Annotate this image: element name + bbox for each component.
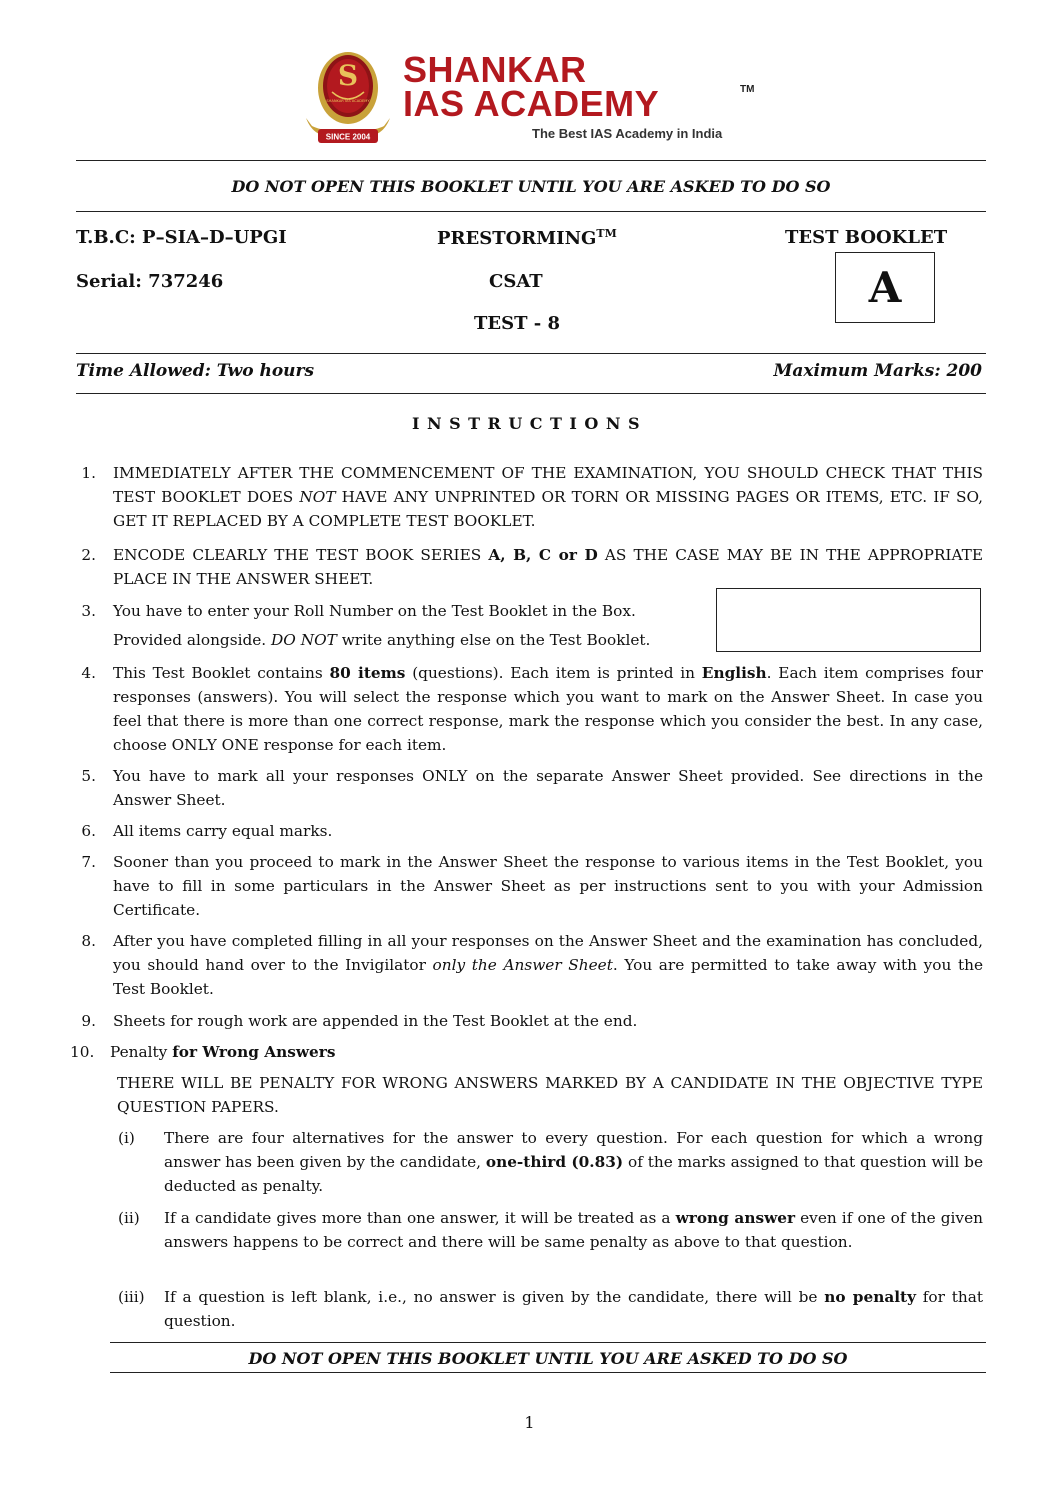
sub-item-text: If a candidate gives more than one answer, it will be treated as a wrong answer even if one of the given answers happens to be correct and there will be same penalty as above to that question. bbox=[164, 1209, 983, 1251]
item-number: 2. bbox=[81, 546, 96, 564]
item-text: You have to mark all your responses ONLY on the separate Answer Sheet provided. See directions in the Answer Sheet. bbox=[113, 767, 983, 809]
item-number: 7. bbox=[81, 853, 96, 871]
svg-text:SHANKAR IAS ACADEMY: SHANKAR IAS ACADEMY bbox=[326, 99, 370, 103]
item-text: ENCODE CLEARLY THE TEST BOOK SERIES A, B, C or D AS THE CASE MAY BE IN THE APPROPRIATE PLACE IN THE ANSWER SHEET. bbox=[113, 546, 984, 588]
paper-name: CSAT bbox=[489, 271, 543, 292]
trademark-mark: TM bbox=[740, 84, 755, 95]
booklet-label: TEST BOOKLET bbox=[785, 227, 948, 248]
maximum-marks: Maximum Marks: 200 bbox=[773, 361, 982, 381]
item-number: 10. bbox=[70, 1043, 95, 1061]
divider bbox=[76, 160, 986, 161]
top-warning-banner: DO NOT OPEN THIS BOOKLET UNTIL YOU ARE ASKED TO DO SO bbox=[231, 177, 831, 196]
academy-logo bbox=[302, 40, 762, 150]
item-text: IMMEDIATELY AFTER THE COMMENCEMENT OF THE EXAMINATION, YOU SHOULD CHECK THAT THIS TEST BOOKLET DOES NOT HAVE ANY UNPRINTED OR TORN OR MISSING PAGES OR ITEMS, ETC. IF SO, GET IT REPLACED BY A COMPLETE TEST BOOKLET. bbox=[113, 464, 983, 530]
brand-line-1: SHANKAR bbox=[403, 49, 587, 90]
academy-seal-icon bbox=[302, 40, 394, 150]
item-text-line-1: You have to enter your Roll Number on the Test Booklet in the Box. bbox=[113, 602, 636, 620]
item-text: Sooner than you proceed to mark in the Answer Sheet the response to various items in the Test Booklet, you have to fill in some particulars in the Answer Sheet as per instructions sent to you with your Admission Certificate. bbox=[113, 853, 983, 919]
penalty-intro: THERE WILL BE PENALTY FOR WRONG ANSWERS MARKED BY A CANDIDATE IN THE OBJECTIVE TYPE QUESTION PAPERS. bbox=[117, 1074, 983, 1116]
svg-text:SINCE 2004: SINCE 2004 bbox=[325, 132, 371, 142]
program-name: PRESTORMING™ bbox=[437, 227, 617, 249]
item-text: Sheets for rough work are appended in the Test Booklet at the end. bbox=[113, 1012, 638, 1030]
item-number: 1. bbox=[81, 464, 96, 482]
item-number: 4. bbox=[81, 664, 96, 682]
item-number: 3. bbox=[81, 602, 96, 620]
divider bbox=[76, 393, 986, 394]
item-text: This Test Booklet contains 80 items (questions). Each item is printed in English. Each item comprises four responses (answers). You will select the response which you want to mark on the Answer Sheet. In case you feel that there is more than one correct response, mark the response which you consider the best. In any case, choose ONLY ONE response for each item. bbox=[113, 664, 983, 754]
item-text-line-2: Provided alongside. DO NOT write anything else on the Test Booklet. bbox=[113, 631, 651, 649]
divider bbox=[76, 211, 986, 212]
sub-item-text: There are four alternatives for the answer to every question. For each question for which a wrong answer has been given by the candidate, one-third (0.83) of the marks assigned to that question will be deducted as penalty. bbox=[164, 1129, 984, 1195]
brand-line-2: IAS ACADEMY bbox=[403, 83, 660, 124]
divider bbox=[76, 353, 986, 354]
divider bbox=[110, 1342, 986, 1343]
tbc-code: T.B.C: P–SIA–D–UPGI bbox=[76, 227, 287, 248]
time-allowed: Time Allowed: Two hours bbox=[76, 361, 315, 381]
item-text: All items carry equal marks. bbox=[113, 822, 333, 840]
instructions-heading: INSTRUCTIONS bbox=[411, 414, 648, 433]
roll-number-box[interactable] bbox=[716, 588, 981, 652]
serial-number: Serial: 737246 bbox=[76, 271, 224, 292]
brand-tagline: The Best IAS Academy in India bbox=[532, 126, 723, 141]
sub-item-number: (iii) bbox=[118, 1288, 145, 1306]
program-trademark: TM bbox=[596, 227, 617, 240]
test-number: TEST - 8 bbox=[474, 313, 561, 334]
bottom-warning-banner: DO NOT OPEN THIS BOOKLET UNTIL YOU ARE ASKED TO DO SO bbox=[248, 1349, 848, 1368]
sub-item-number: (i) bbox=[118, 1129, 135, 1147]
booklet-series-box: A bbox=[835, 252, 935, 323]
divider bbox=[110, 1372, 986, 1373]
sub-item-number: (ii) bbox=[118, 1209, 140, 1227]
svg-text:S: S bbox=[337, 59, 359, 92]
item-number: 9. bbox=[81, 1012, 96, 1030]
sub-item-text: If a question is left blank, i.e., no answer is given by the candidate, there will be no penalty for that question. bbox=[164, 1288, 983, 1330]
item-number: 8. bbox=[81, 932, 96, 950]
item-number: 6. bbox=[81, 822, 96, 840]
item-text: After you have completed filling in all your responses on the Answer Sheet and the examination has concluded, you should hand over to the Invigilator only the Answer Sheet. You are permitted to take away with you the Test Booklet. bbox=[113, 932, 983, 998]
item-number: 5. bbox=[81, 767, 96, 785]
page-number: 1 bbox=[524, 1413, 535, 1432]
item-text: Penalty for Wrong Answers bbox=[110, 1043, 336, 1061]
